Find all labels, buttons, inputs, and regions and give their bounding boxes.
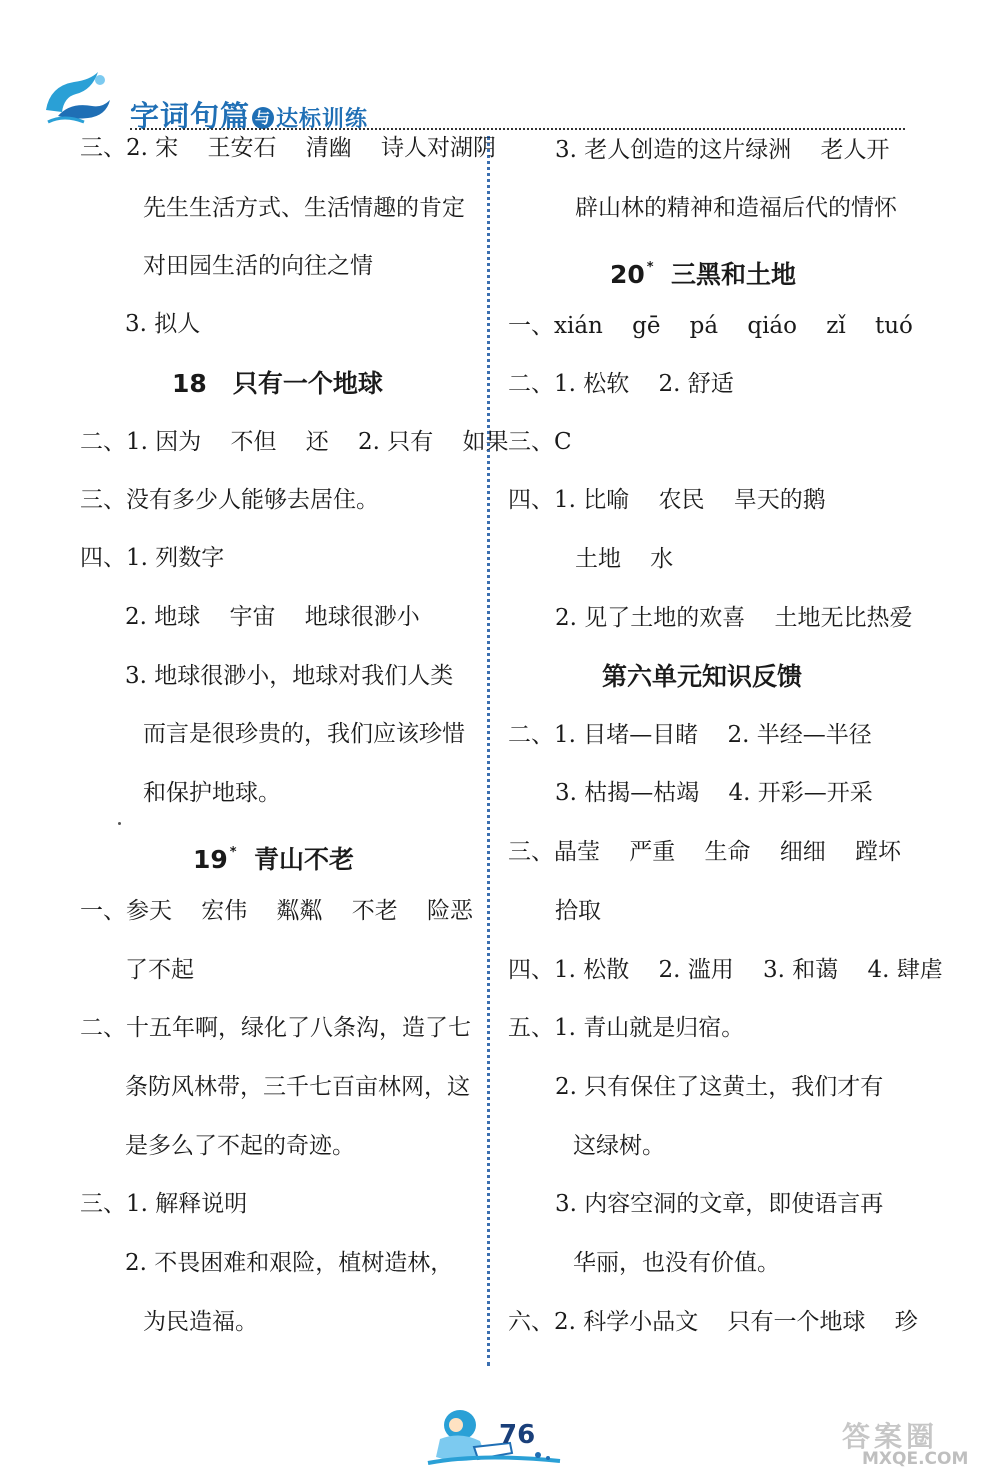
answer-line: 对田园生活的向往之情 [143, 253, 373, 279]
answer-line: 先生生活方式、生活情趣的肯定 [143, 195, 465, 221]
lesson-title: 只有一个地球 [232, 369, 383, 398]
answer-line: 这绿树。 [573, 1133, 665, 1159]
lesson-19-heading [193, 838, 354, 875]
answer-line: 而言是很珍贵的，我们应该珍惜 [143, 721, 465, 747]
watermark-url: MXQE.COM [862, 1449, 969, 1469]
lesson-title: 青山不老 [254, 845, 355, 874]
answer-line: 2. 地球 宇宙 地球很渺小 [125, 604, 420, 630]
print-dot [118, 822, 121, 825]
book-title-badge: 与 [252, 107, 274, 129]
answer-line: 二、1. 因为 不但 还 2. 只有 如果 [80, 429, 509, 455]
watermark-logo-text: 答案圈 [842, 1420, 939, 1453]
lesson-20-heading [610, 253, 796, 290]
answer-line: 3. 老人创造的这片绿洲 老人开 [555, 137, 890, 163]
column-divider [487, 136, 490, 1366]
answer-line: 二、1. 目堵—目睹 2. 半经—半径 [508, 722, 872, 748]
answer-line: 3. 拟人 [125, 311, 201, 337]
lesson-18-heading [172, 369, 383, 399]
answer-line: 2. 只有保住了这黄土，我们才有 [555, 1074, 884, 1100]
page-number: 76 [499, 1420, 536, 1450]
answer-line: 三、没有多少人能够去居住。 [80, 487, 379, 513]
answer-line: 是多么了不起的奇迹。 [125, 1133, 355, 1159]
answer-line: 四、1. 列数字 [80, 545, 225, 571]
lesson-number: 18 [172, 369, 207, 398]
lesson-star: * [229, 845, 237, 860]
answer-line: 辟山林的精神和造福后代的情怀 [575, 195, 897, 221]
answer-line: 拾取 [555, 898, 601, 924]
answer-line: 三、2. 宋 王安石 清幽 诗人对湖阴 [80, 135, 496, 161]
page-header [0, 0, 1000, 133]
answer-line: 条防风林带，三千七百亩林网，这 [125, 1074, 470, 1100]
answer-line: 土地 水 [575, 546, 674, 572]
answer-line: 了不起 [125, 957, 194, 983]
lesson-number: 20 [610, 260, 645, 289]
answer-line: 华丽，也没有价值。 [573, 1250, 780, 1276]
book-logo-icon [40, 66, 120, 126]
answer-line: 三、C [508, 429, 572, 455]
answer-line: 二、1. 松软 2. 舒适 [508, 371, 734, 397]
lesson-star: * [646, 260, 654, 275]
answer-line: 四、1. 比喻 农民 旱天的鹅 [508, 487, 826, 513]
answer-line: 一、参天 宏伟 粼粼 不老 险恶 [80, 898, 473, 924]
site-watermark [838, 1415, 988, 1470]
footer-kid-reading-icon [420, 1395, 570, 1470]
answer-line: 四、1. 松散 2. 滥用 3. 和蔼 4. 肆虐 [508, 957, 943, 983]
answer-line: 2. 不畏困难和艰险，植树造林， [125, 1250, 454, 1276]
answer-line: 2. 见了土地的欢喜 土地无比热爱 [555, 605, 913, 631]
answer-line: 为民造福。 [143, 1309, 258, 1335]
answer-line: 3. 枯揭—枯竭 4. 开彩—开采 [555, 780, 873, 806]
answer-line: 五、1. 青山就是归宿。 [508, 1015, 745, 1041]
answer-line: 一、xián gē pá qiáo zǐ tuó [508, 313, 913, 339]
book-title-main: 字词句篇 [130, 99, 251, 133]
lesson-title: 三黑和土地 [671, 260, 797, 289]
lesson-number: 19 [193, 845, 228, 874]
answer-line: 三、1. 解释说明 [80, 1191, 248, 1217]
answer-line: 六、2. 科学小品文 只有一个地球 珍 [508, 1309, 918, 1335]
answer-line: 三、晶莹 严重 生命 细细 蹚坏 [508, 839, 901, 865]
header-rule [130, 128, 905, 130]
book-title-sub: 达标训练 [276, 107, 369, 132]
answer-line: 二、十五年啊，绿化了八条沟，造了七 [80, 1015, 471, 1041]
unit-6-review-heading: 第六单元知识反馈 [602, 662, 803, 691]
answer-line: 3. 内容空洞的文章，即使语言再 [555, 1191, 884, 1217]
answer-line: 和保护地球。 [143, 780, 281, 806]
answer-line: 3. 地球很渺小，地球对我们人类 [125, 663, 454, 689]
